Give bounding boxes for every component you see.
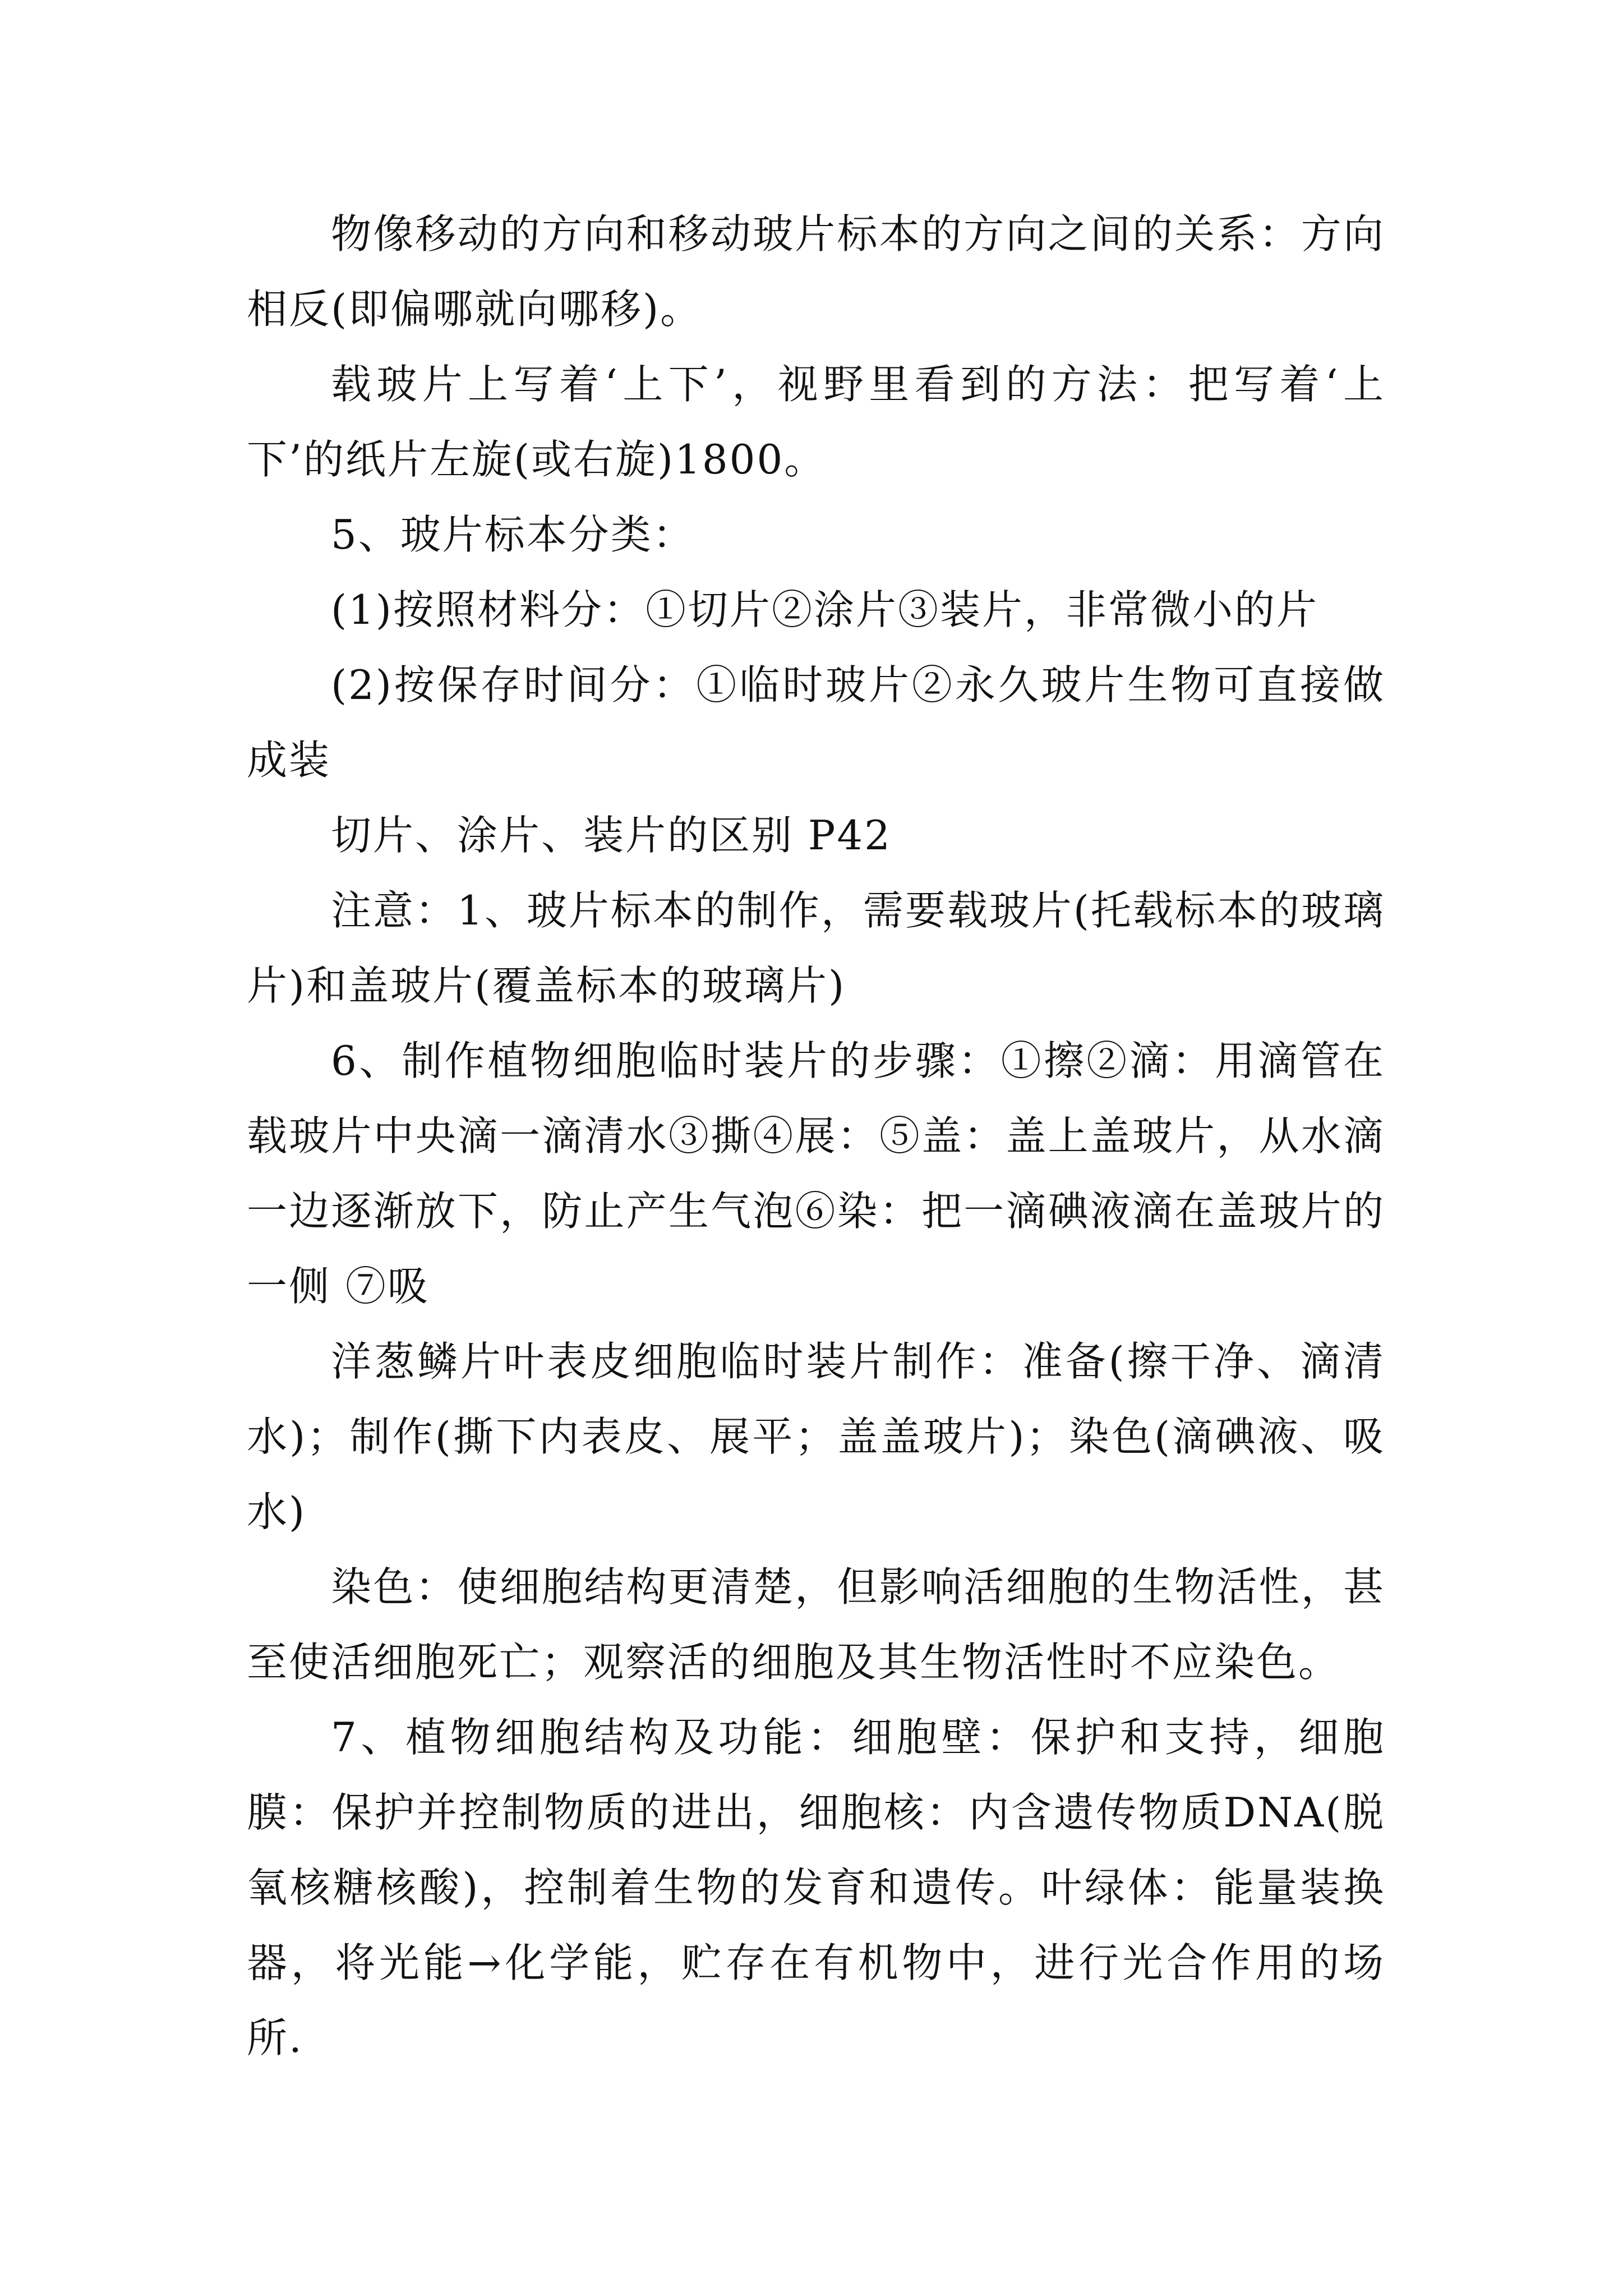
- paragraph-slide-rotation: 载玻片上写着‘上下’，视野里看到的方法：把写着‘上下’的纸片左旋(或右旋)1800。: [247, 361, 1385, 483]
- paragraph-plant-cell-structure: 7、植物细胞结构及功能：细胞壁：保护和支持，细胞膜：保护并控制物质的进出，细胞核：内含遗传物质DNA(脱氧核糖核酸)，控制着生物的发育和遗传。叶绿体：能量装换器，将光能→化学能，贮存在有机物中，进行光合作用的场所.: [247, 1714, 1385, 2062]
- paragraph-onion-slide-making: 洋葱鳞片叶表皮细胞临时装片制作：准备(擦干净、滴清水)；制作(撕下内表皮、展平；盖盖玻片)；染色(滴碘液、吸水): [247, 1338, 1385, 1535]
- paragraph-slide-types-heading: 5、玻片标本分类：: [331, 511, 695, 558]
- paragraph-slide-by-material: (1)按照材料分：①切片②涂片③装片，非常微小的片: [331, 586, 1318, 633]
- paragraph-staining: 染色：使细胞结构更清楚，但影响活细胞的生物活性，甚至使活细胞死亡；观察活的细胞及其生物活性时不应染色。: [247, 1563, 1385, 1686]
- paragraph-plant-slide-steps: 6、制作植物细胞临时装片的步骤：①擦②滴：用滴管在载玻片中央滴一滴清水③撕④展：⑤盖：盖上盖玻片，从水滴一边逐渐放下，防止产生气泡⑥染：把一滴碘液滴在盖玻片的一侧 ⑦吸: [247, 1037, 1385, 1310]
- paragraph-slide-difference-ref: 切片、涂片、装片的区别 P42: [331, 812, 892, 859]
- paragraph-note-slide-making: 注意：1、玻片标本的制作，需要载玻片(托载标本的玻璃片)和盖玻片(覆盖标本的玻璃片): [247, 887, 1385, 1009]
- paragraph-image-movement: 物像移动的方向和移动玻片标本的方向之间的关系：方向相反(即偏哪就向哪移)。: [247, 210, 1385, 333]
- document-body: [247, 196, 1385, 2076]
- paragraph-slide-by-storage-time: (2)按保存时间分：①临时玻片②永久玻片生物可直接做成装: [247, 661, 1385, 784]
